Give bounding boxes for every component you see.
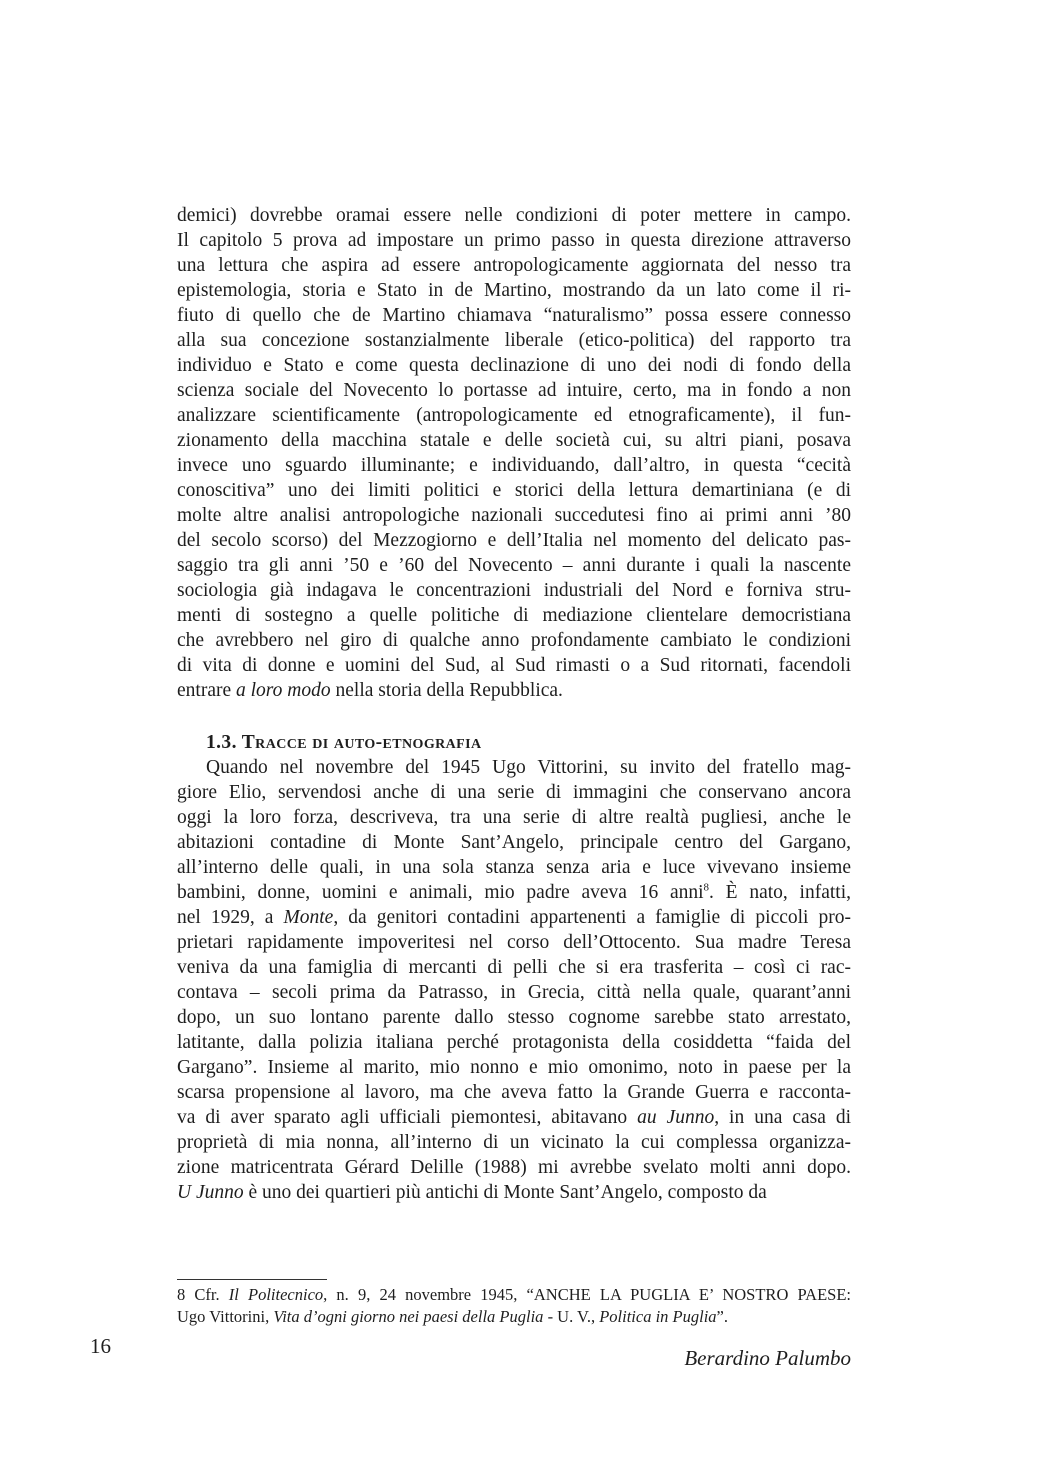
text-run: giore Elio, servendosi anche di una serie di immagini che conservano ancora: [177, 782, 851, 803]
text-run: Gargano”. Insieme al marito, mio nonno e mio omonimo, noto in paese per la: [177, 1057, 851, 1078]
text-run: , in una casa di: [714, 1107, 852, 1128]
text-line: [177, 1155, 851, 1180]
text-line: [177, 1055, 851, 1080]
text-run: di vita di donne e uomini del Sud, al Sud rimasti o a Sud ritornati, facendoli: [177, 655, 851, 676]
text-line: [177, 278, 851, 303]
text-run: all’interno delle quali, in una sola stanza senza aria e luce vivevano insieme: [177, 857, 851, 878]
text-run: dopo, un suo lontano parente dallo stesso cognome sarebbe stato arrestato,: [177, 1007, 851, 1028]
italic-text: Politica in Puglia: [599, 1307, 717, 1326]
text-run: - U. V.,: [543, 1307, 600, 1326]
page-number: 16: [90, 1334, 111, 1358]
section-heading: 1.3. Tracce di auto-etnografia: [206, 732, 482, 753]
text-line: [177, 780, 851, 805]
text-line: [177, 603, 851, 628]
italic-text: Monte: [283, 907, 334, 928]
text-run: menti di sostegno a quelle politiche di mediazione clientelare democristiana: [177, 605, 851, 626]
text-line: [177, 403, 851, 428]
text-run: conoscitiva” uno dei limiti politici e storici della lettura demartiniana (e di: [177, 480, 851, 501]
text-run: scienza sociale del Novecento lo portasse ad intuire, certo, ma in fondo a non: [177, 380, 851, 401]
text-line: [177, 578, 851, 603]
text-run: zione matricentrata Gérard Delille (1988) mi avrebbe svelato molti anni dopo.: [177, 1157, 851, 1178]
italic-text: Il Politecnico: [228, 1285, 324, 1304]
text-run: Il capitolo 5 prova ad impostare un primo passo in questa direzione attraverso: [177, 230, 851, 251]
text-run: entrare: [177, 680, 236, 701]
text-line: [177, 805, 851, 830]
text-run: latitante, dalla polizia italiana perché protagonista della cosiddetta “faida del: [177, 1032, 851, 1053]
text-run: Ugo Vittorini,: [177, 1307, 274, 1326]
text-run: , da genitori contadini appartenenti a famiglie di piccoli pro-: [333, 907, 851, 928]
text-run: contava – secoli prima da Patrasso, in Grecia, città nella quale, quarant’anni: [177, 982, 851, 1003]
text-run: invece uno sguardo illuminante; e individuando, dall’altro, in questa “cecità: [177, 455, 851, 476]
text-line: [206, 755, 851, 780]
text-run: va di aver sparato agli ufficiali piemontesi, abitavano: [177, 1107, 638, 1128]
footnote-line: [177, 1284, 851, 1306]
text-run: demici) dovrebbe oramai essere nelle condizioni di poter mettere in campo.: [177, 205, 851, 226]
text-run: nel 1929, a: [177, 907, 284, 928]
text-line: [177, 328, 851, 353]
text-line: [177, 1180, 851, 1205]
text-run: del secolo scorso) del Mezzogiorno e dell’Italia nel momento del delicato pas-: [177, 530, 851, 551]
text-run: prietari rapidamente impoveritesi nel corso dell’Ottocento. Sua madre Teresa: [177, 932, 851, 953]
text-run: . È nato, infatti,: [709, 882, 851, 903]
text-run: scarsa propensione al lavoro, ma che aveva fatto la Grande Guerra e racconta-: [177, 1082, 851, 1103]
text-line: [177, 303, 851, 328]
text-run: individuo e Stato e come questa declinazione di uno dei nodi di fondo della: [177, 355, 851, 376]
italic-text: au Junno: [637, 1107, 715, 1128]
text-line: [177, 253, 851, 278]
text-run: ”.: [716, 1307, 728, 1326]
text-run: che avrebbero nel giro di qualche anno profondamente cambiato le condizioni: [177, 630, 851, 651]
text-line: [177, 653, 851, 678]
text-run: analizzare scientificamente (antropologicamente ed etnograficamente), il fun-: [177, 405, 851, 426]
footnote-ref: 8: [703, 881, 710, 894]
text-run: epistemologia, storia e Stato in de Martino, mostrando da un lato come il ri-: [177, 280, 851, 301]
text-run: è uno dei quartieri più antichi di Monte Sant’Angelo, composto da: [243, 1182, 767, 1203]
text-line: [177, 353, 851, 378]
text-line: [177, 1130, 851, 1155]
text-line: [177, 228, 851, 253]
text-run: sociologia già indagava le concentrazioni industriali del Nord e forniva stru-: [177, 580, 851, 601]
text-line: [177, 955, 851, 980]
text-run: proprietà di mia nonna, all’interno di un vicinato la cui complessa organizza-: [177, 1132, 851, 1153]
text-line: [177, 830, 851, 855]
text-run: bambini, donne, uomini e animali, mio padre aveva 16 anni: [177, 882, 704, 903]
text-run: , n. 9, 24 novembre 1945, “ANCHE LA PUGLIA E’ NOSTRO PAESE:: [323, 1285, 852, 1304]
text-run: molte altre analisi antropologiche nazionali succedutesi fino ai primi anni ’80: [177, 505, 851, 526]
text-line: [177, 528, 851, 553]
text-line: [177, 905, 851, 930]
italic-text: Vita d’ogni giorno nei paesi della Puglia: [273, 1307, 544, 1326]
text-line: [177, 880, 851, 905]
running-footer-author: Berardino Palumbo: [684, 1346, 851, 1370]
text-line: [177, 553, 851, 578]
text-run: zionamento della macchina statale e delle società cui, su altri piani, posava: [177, 430, 851, 451]
text-run: fiuto di quello che de Martino chiamava “naturalismo” possa essere connesso: [177, 305, 851, 326]
text-run: una lettura che aspira ad essere antropologicamente aggiornata del nesso tra: [177, 255, 851, 276]
text-line: [177, 378, 851, 403]
text-line: [177, 628, 851, 653]
text-run: alla sua concezione sostanzialmente liberale (etico-politica) del rapporto tra: [177, 330, 851, 351]
footnote-line: [177, 1306, 851, 1328]
text-line: [177, 503, 851, 528]
text-line: [177, 428, 851, 453]
text-line: [177, 855, 851, 880]
text-line: [177, 478, 851, 503]
text-run: Quando nel novembre del 1945 Ugo Vittorini, su invito del fratello mag-: [206, 757, 851, 778]
text-line: [177, 980, 851, 1005]
text-line: [177, 930, 851, 955]
text-line: [177, 678, 851, 703]
text-run: oggi la loro forza, descriveva, tra una serie di altre realtà pugliesi, anche le: [177, 807, 851, 828]
text-line: [177, 203, 851, 228]
text-line: [177, 1080, 851, 1105]
text-run: 8 Cfr.: [177, 1285, 229, 1304]
text-run: veniva da una famiglia di mercanti di pelli che si era trasferita – così ci rac-: [177, 957, 851, 978]
text-run: abitazioni contadine di Monte Sant’Angelo, principale centro del Gargano,: [177, 832, 851, 853]
text-line: [177, 1030, 851, 1055]
italic-text: U Junno: [177, 1182, 244, 1203]
text-line: [177, 1005, 851, 1030]
footnote-rule: [177, 1279, 327, 1280]
text-line: [177, 1105, 851, 1130]
italic-text: a loro modo: [236, 680, 331, 701]
text-run: nella storia della Repubblica.: [330, 680, 563, 701]
text-line: [177, 453, 851, 478]
text-run: saggio tra gli anni ’50 e ’60 del Novecento – anni durante i quali la nascente: [177, 555, 851, 576]
